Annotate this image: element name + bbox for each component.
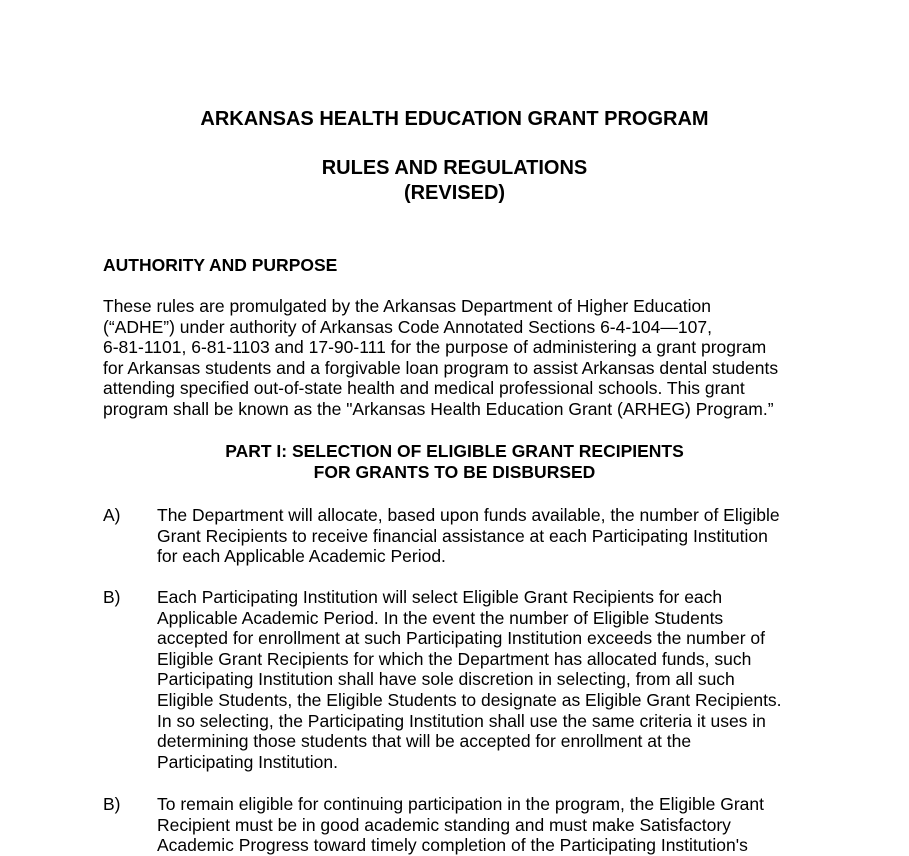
part-heading-continued: FOR GRANTS TO BE DISBURSED (313, 462, 596, 482)
list-item-marker: A) (103, 505, 121, 525)
document-title: ARKANSAS HEALTH EDUCATION GRANT PROGRAM (200, 108, 709, 130)
part-heading: PART I: SELECTION OF ELIGIBLE GRANT RECIPIENTS (225, 441, 684, 461)
intro-paragraph: These rules are promulgated by the Arkansas Department of Higher Education (“ADHE”) under authority of Arkansas Code Annotated Sections 6-4-104—107, 6-81-1101, 6-81-1103 and 17-90-111 for the purpose of administering a grant program for Arkansas students and a forgivable loan program to assist Arkansas dental students attending specified out-of-state health and medical professional schools. This grant program shall be known as the "Arkansas Health Education Grant (ARHEG) Program.” (103, 296, 779, 419)
list-item-text: The Department will allocate, based upon funds available, the number of Eligible Grant Recipients to receive financial assistance at each Participating Institution for each Applicable Academic Period. (157, 505, 780, 567)
list-item-marker: B) (103, 794, 121, 814)
document-subtitle: RULES AND REGULATIONS (321, 157, 588, 179)
section-heading: AUTHORITY AND PURPOSE (103, 255, 338, 275)
document-subtitle-revised: (REVISED) (403, 182, 506, 204)
list-item-text: Each Participating Institution will select Eligible Grant Recipients for each Applicable Academic Period. In the event the number of Eligible Students accepted for enrollment at such Participating Institution exceeds the number of Eligible Grant Recipients for which the Department has allocated funds, such Participating Institution shall have sole discretion in selecting, from all such Eligible Students, the Eligible Students to designate as Eligible Grant Recipients. In so selecting, the Participating Institution shall use the same criteria it uses in determining those students that will be accepted for enrollment at the Participating Institution. (157, 587, 782, 772)
list-item-marker: B) (103, 587, 121, 607)
list-item-text: To remain eligible for continuing participation in the program, the Eligible Grant Recipient must be in good academic standing and must make Satisfactory Academic Progress toward timely completion of the Participating Institution's (157, 794, 764, 856)
